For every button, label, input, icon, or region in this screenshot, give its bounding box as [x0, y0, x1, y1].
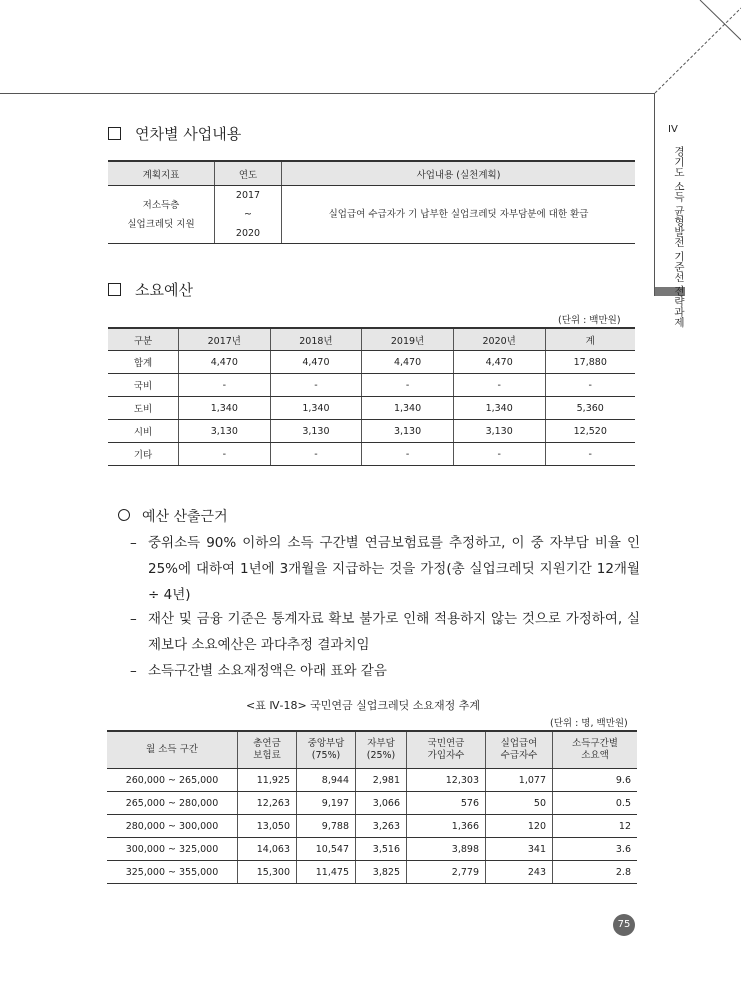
table-row [108, 443, 635, 466]
table-cell [108, 186, 215, 244]
table-cell: 시비 [108, 420, 179, 443]
section-heading-yearly [108, 123, 241, 144]
square-bullet-icon [108, 127, 121, 140]
table-header-cell [356, 731, 407, 769]
table-cell: 0.5 [553, 792, 638, 815]
header-line: 수급자수 [500, 750, 538, 761]
header-line: 자부담 [367, 738, 395, 749]
table-header-cell: 2020년 [453, 328, 545, 351]
table-header-cell: 연도 [215, 161, 282, 186]
table-cell: 12,263 [238, 792, 297, 815]
basis-item-text: 중위소득 90% 이하의 소득 구간별 연금보험료를 추정하고, 이 중 자부담 비율 인 25%에 대하여 1년에 3개월을 지급하는 것을 가정(총 실업크레딧 지원기간 12개월 ÷ 4년) [148, 535, 640, 603]
basis-item-text: 소득구간별 소요재정액은 아래 표와 같음 [148, 663, 387, 679]
table-header-cell: 2019년 [362, 328, 454, 351]
sidebar-chapter: IV [668, 124, 678, 135]
table-cell: 8,944 [297, 769, 356, 792]
table-cell: 9,197 [297, 792, 356, 815]
table-cell: 9.6 [553, 769, 638, 792]
table-cell: 300,000 ~ 325,000 [107, 838, 238, 861]
table-cell: 실업급여 수급자가 기 납부한 실업크레딧 자부담분에 대한 환급 [282, 186, 636, 244]
table-cell: 260,000 ~ 265,000 [107, 769, 238, 792]
cell-line: 2020 [235, 228, 261, 239]
estimate-table [107, 730, 637, 884]
table-cell: 576 [407, 792, 486, 815]
table-cell: 243 [486, 861, 553, 884]
table-cell: 3,066 [356, 792, 407, 815]
table-cell: - [453, 443, 545, 466]
table-cell: 4,470 [270, 351, 362, 374]
table-header-cell: 계 [545, 328, 635, 351]
table-cell [215, 186, 282, 244]
header-line: 가입자수 [427, 750, 465, 761]
table-row [107, 838, 637, 861]
table-cell: - [270, 374, 362, 397]
table-cell: 3,130 [453, 420, 545, 443]
budget-table [108, 327, 635, 466]
table-cell: - [545, 374, 635, 397]
table-cell: 3,130 [270, 420, 362, 443]
table-row [107, 769, 637, 792]
header-line: 총연금 [253, 738, 281, 749]
table-header-cell: 2018년 [270, 328, 362, 351]
table-cell: - [179, 443, 271, 466]
table-cell: 3,130 [179, 420, 271, 443]
table-cell: 2,981 [356, 769, 407, 792]
table-row [107, 861, 637, 884]
cell-line: ~ [244, 209, 252, 220]
table-cell: - [270, 443, 362, 466]
circle-bullet-icon [118, 509, 130, 521]
table-row [108, 420, 635, 443]
table-cell: 17,880 [545, 351, 635, 374]
table-cell: 4,470 [179, 351, 271, 374]
table-cell: 14,063 [238, 838, 297, 861]
cell-line: 저소득층 [142, 199, 180, 211]
table-cell: 도비 [108, 397, 179, 420]
page-number: 75 [613, 914, 635, 936]
table-cell: - [362, 374, 454, 397]
table-cell: 1,340 [270, 397, 362, 420]
basis-item [130, 530, 640, 608]
cell-line: 실업크레딧 지원 [127, 218, 195, 230]
table-cell: 3,263 [356, 815, 407, 838]
table-cell: 4,470 [453, 351, 545, 374]
table-cell: 기타 [108, 443, 179, 466]
header-line: (75%) [311, 750, 341, 761]
table-cell: 3,825 [356, 861, 407, 884]
table-cell: 합계 [108, 351, 179, 374]
table-cell: 4,470 [362, 351, 454, 374]
table-cell: 3,516 [356, 838, 407, 861]
table-cell: 12,303 [407, 769, 486, 792]
table-cell: 1,340 [453, 397, 545, 420]
table-cell: - [179, 374, 271, 397]
table-cell: 120 [486, 815, 553, 838]
table-cell: 10,547 [297, 838, 356, 861]
table-cell: 11,475 [297, 861, 356, 884]
table-header-cell: 구분 [108, 328, 179, 351]
table-header-row [108, 328, 635, 351]
table-cell: 3.6 [553, 838, 638, 861]
table-cell: 13,050 [238, 815, 297, 838]
table-header-cell [238, 731, 297, 769]
table-cell: 9,788 [297, 815, 356, 838]
sidebar-rule [654, 93, 655, 296]
basis-heading [118, 506, 228, 526]
cell-line: 2017 [235, 190, 261, 201]
dash-bullet-icon: – [130, 611, 137, 627]
header-line: 소요액 [581, 750, 609, 761]
table-header-cell: 2017년 [179, 328, 271, 351]
dash-bullet-icon: – [130, 535, 137, 551]
table-cell: 1,077 [486, 769, 553, 792]
estimate-unit: (단위 : 명, 백만원) [550, 718, 628, 729]
table-cell: - [362, 443, 454, 466]
table-cell: 15,300 [238, 861, 297, 884]
table-cell: 11,925 [238, 769, 297, 792]
table-header-cell [107, 731, 238, 769]
table-caption: <표 Ⅳ-18> 국민연금 실업크레딧 소요재정 추계 [246, 699, 481, 712]
basis-heading-text: 예산 산출근거 [142, 509, 228, 525]
square-bullet-icon [108, 283, 121, 296]
table-row [108, 186, 635, 244]
basis-item [130, 658, 640, 684]
dash-bullet-icon: – [130, 663, 137, 679]
table-cell: 2,779 [407, 861, 486, 884]
header-line: 보험료 [253, 750, 281, 761]
table-cell: 1,366 [407, 815, 486, 838]
plan-table [108, 160, 635, 244]
table-header-cell: 사업내용 (실천계획) [282, 161, 636, 186]
table-row [107, 792, 637, 815]
header-line: 실업급여 [500, 738, 538, 749]
table-cell: 280,000 ~ 300,000 [107, 815, 238, 838]
table-cell: 325,000 ~ 355,000 [107, 861, 238, 884]
table-header-row [107, 731, 637, 769]
table-cell: - [453, 374, 545, 397]
header-line: 중앙부담 [307, 738, 345, 749]
header-line: 소득구간별 [572, 738, 618, 749]
table-cell: - [545, 443, 635, 466]
table-row [108, 397, 635, 420]
table-header-cell [486, 731, 553, 769]
basis-item [130, 606, 640, 658]
table-cell: 2.8 [553, 861, 638, 884]
table-cell: 265,000 ~ 280,000 [107, 792, 238, 815]
table-cell: 3,898 [407, 838, 486, 861]
table-cell: 50 [486, 792, 553, 815]
sidebar-title: 경기도 소득 균형발전 기준선 전략과제 [673, 146, 685, 328]
table-cell: 12,520 [545, 420, 635, 443]
table-cell: 3,130 [362, 420, 454, 443]
header-line: (25%) [366, 750, 396, 761]
table-header-cell [553, 731, 638, 769]
table-cell: 341 [486, 838, 553, 861]
table-cell: 국비 [108, 374, 179, 397]
table-cell: 1,340 [362, 397, 454, 420]
section-heading-text: 소요예산 [135, 281, 193, 299]
table-cell: 12 [553, 815, 638, 838]
table-row [108, 351, 635, 374]
table-header-cell [297, 731, 356, 769]
table-cell: 5,360 [545, 397, 635, 420]
table-cell: 1,340 [179, 397, 271, 420]
header-line: 국민연금 [427, 738, 465, 749]
budget-unit: (단위 : 백만원) [558, 315, 621, 326]
section-heading-text: 연차별 사업내용 [135, 125, 242, 143]
table-header-row [108, 161, 635, 186]
basis-item-text: 재산 및 금융 기준은 통계자료 확보 불가로 인해 적용하지 않는 것으로 가정하여, 실제보다 소요예산은 과다추정 결과치임 [148, 611, 640, 653]
table-header-cell: 계획지표 [108, 161, 215, 186]
section-heading-budget [108, 279, 193, 300]
table-row [107, 815, 637, 838]
header-line: 월 소득 구간 [146, 744, 198, 755]
page-corner-fold [0, 0, 741, 120]
table-row [108, 374, 635, 397]
table-header-cell [407, 731, 486, 769]
